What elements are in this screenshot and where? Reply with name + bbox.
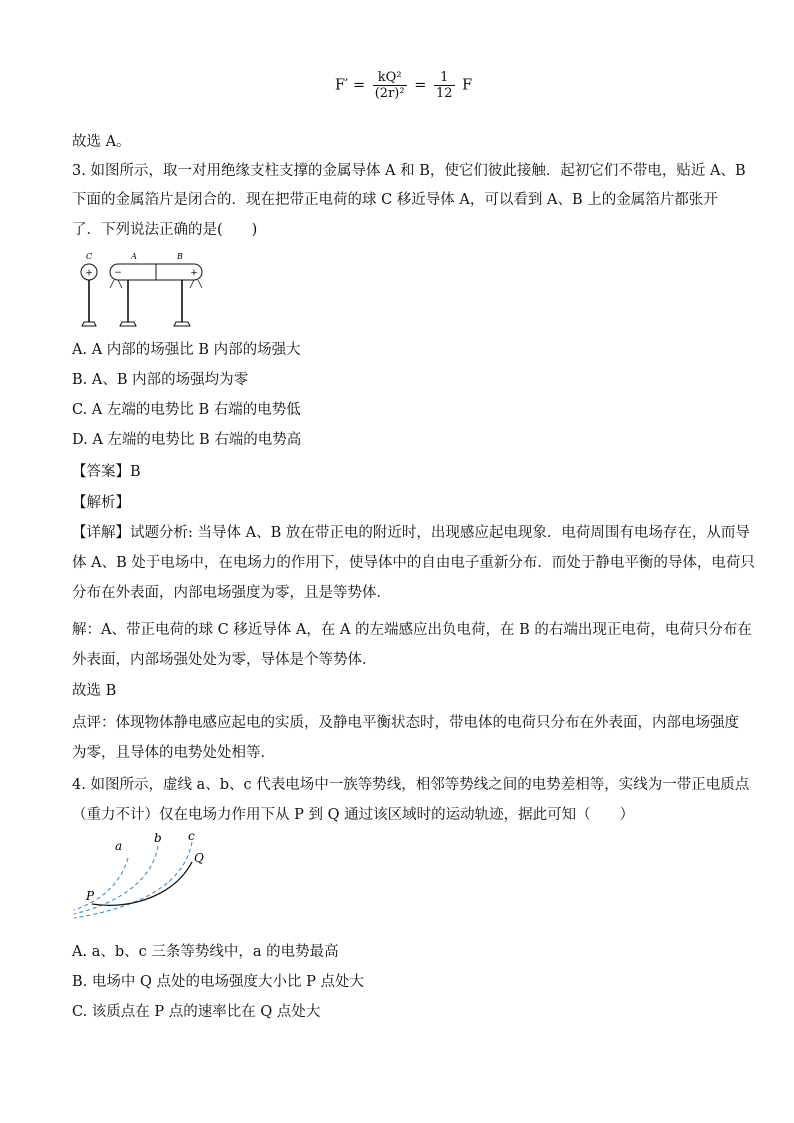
option-4a: A. a、b、c 三条等势线中，a 的电势最高 <box>72 944 339 960</box>
fraction-2 <box>434 70 455 101</box>
conductor-figure <box>72 250 222 330</box>
analysis-line-4: 解：A、带正电荷的球 C 移近导体 A，在 A 的左端感应出负电荷，在 B 的右端出现正电荷，电荷只分布在 <box>72 622 752 638</box>
question-3-line-2: 下面的金属箔片是闭合的．现在把带正电荷的球 C 移近导体 A，可以看到 A、B 上的金属箔片都张开 <box>72 192 718 208</box>
fraction-1-numerator: kQ² <box>373 70 407 86</box>
analysis-line-1: 【详解】试题分析: 当导体 A、B 放在带正电的附近时，出现感应起电现象．电荷周围有电场存在，从而导 <box>72 525 750 541</box>
answer-label: 【答案】B <box>72 464 141 480</box>
label-p-point: P <box>86 889 95 903</box>
label-c: C <box>85 252 93 261</box>
fraction-1 <box>373 70 407 101</box>
label-c-line: c <box>188 829 195 843</box>
formula-equals: = <box>414 77 427 94</box>
question-4-line-1: 4. 如图所示，虚线 a、b、c 代表电场中一族等势线，相邻等势线之间的电势差相等，实线为一带正电质点 <box>72 777 750 793</box>
formula-rhs: F <box>462 77 473 94</box>
label-b-line: b <box>154 831 162 845</box>
analysis-line-2: 体 A、B 处于电场中，在电场力的作用下，使导体中的自由电子重新分布．而处于静电平衡的导体，电荷只 <box>72 555 755 571</box>
fraction-1-denominator: (2r)² <box>374 86 405 101</box>
foil-a-icon <box>110 280 122 288</box>
option-3b: B. A、B 内部的场强均为零 <box>72 372 249 388</box>
comment-line-2: 为零，且导体的电势处处相等． <box>72 745 275 761</box>
fraction-2-denominator: 12 <box>435 86 453 101</box>
text-line: 故选 A。 <box>72 134 131 150</box>
minus-sign: − <box>114 268 122 278</box>
base-a <box>120 322 136 326</box>
comment-line-1: 点评：体现物体静电感应起电的实质，及静电平衡状态时，带电体的电荷只分布在外表面，内部电场强度 <box>72 715 739 731</box>
equipotential-figure <box>70 828 220 920</box>
label-a: A <box>131 252 137 261</box>
equipotential-line-c <box>74 842 192 918</box>
question-3-line-3: 了．下列说法正确的是( ) <box>72 222 258 238</box>
label-b: B <box>177 252 183 261</box>
equipotential-line-b <box>74 846 158 914</box>
question-3-line-1: 3. 如图所示，取一对用绝缘支柱支撑的金属导体 A 和 B，使它们彼此接触．起初它们不带电，贴近 A、B <box>72 163 746 179</box>
analysis-line-6: 故选 B <box>72 683 117 699</box>
label-q-point: Q <box>194 851 204 865</box>
analysis-line-5: 外表面，内部场强处处为零，导体是个等势体． <box>72 652 377 668</box>
option-3c: C. A 左端的电势比 B 右端的电势低 <box>72 402 301 418</box>
fraction-2-numerator: 1 <box>434 70 455 86</box>
formula <box>335 70 472 101</box>
formula-lhs: F′ = <box>335 77 366 94</box>
equipotential-line-a <box>74 858 128 910</box>
label-a-line: a <box>115 839 123 853</box>
option-4b: B. 电场中 Q 点处的电场强度大小比 P 点处大 <box>72 974 364 990</box>
analysis-line-3: 分布在外表面，内部电场强度为零，且是等势体． <box>72 585 391 601</box>
option-3d: D. A 左端的电势比 B 右端的电势高 <box>72 432 302 448</box>
plus-sign-b: + <box>190 268 198 279</box>
base-c <box>82 322 96 326</box>
option-4c: C. 该质点在 P 点的速率比在 Q 点处大 <box>72 1004 321 1020</box>
base-b <box>174 322 190 326</box>
sphere-c-plus: + <box>85 268 93 279</box>
analysis-label: 【解析】 <box>72 495 130 511</box>
question-4-line-2: （重力不计）仅在电场力作用下从 P 到 Q 通过该区域时的运动轨迹，据此可知（ ） <box>72 807 635 823</box>
foil-b-icon <box>190 280 202 288</box>
option-3a: A. A 内部的场强比 B 内部的场强大 <box>72 342 301 358</box>
